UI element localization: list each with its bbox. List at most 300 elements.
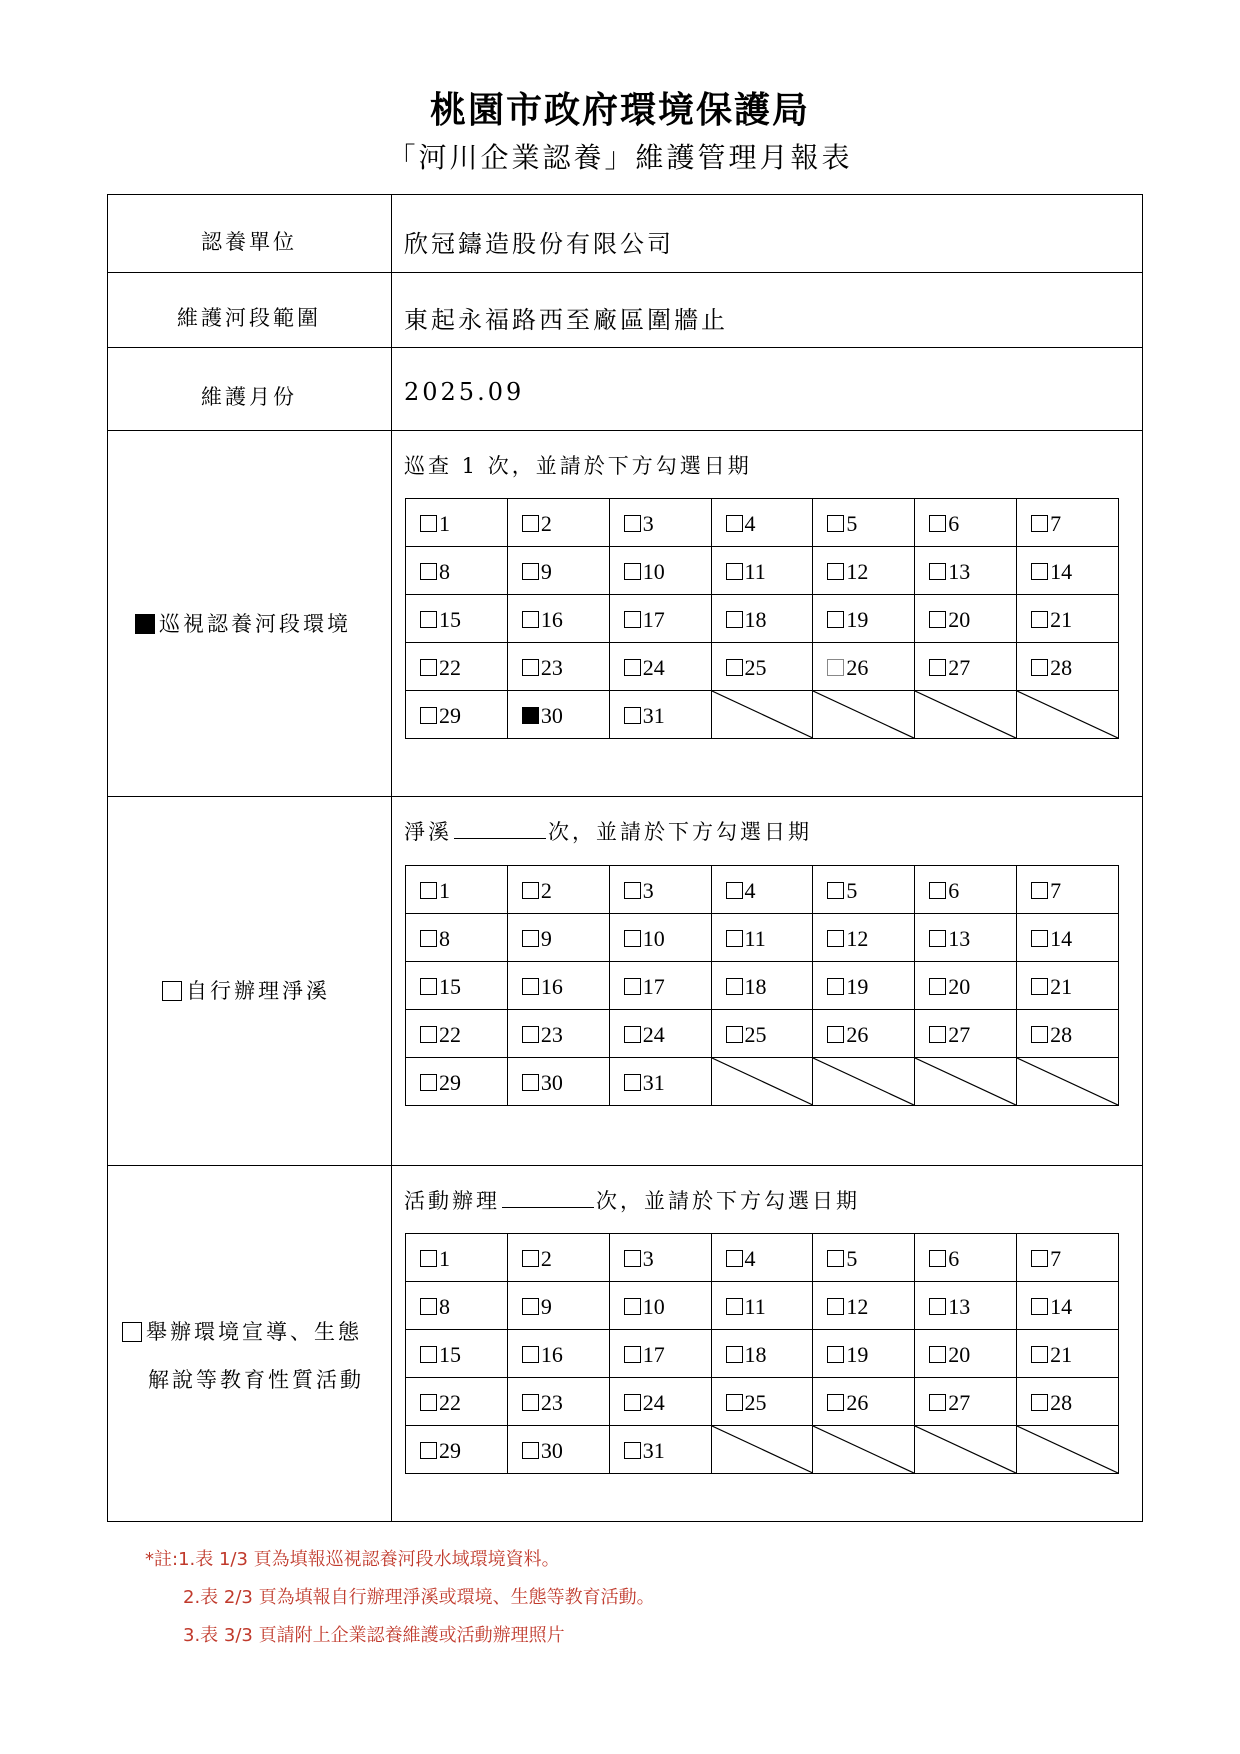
date-label: 28 xyxy=(1050,1390,1073,1415)
date-checkbox[interactable] xyxy=(420,978,437,995)
date-checkbox[interactable] xyxy=(420,1346,437,1363)
empty-date-cell xyxy=(813,691,915,739)
date-checkbox[interactable] xyxy=(420,1298,437,1315)
date-option[interactable] xyxy=(522,609,563,631)
date-checkbox[interactable] xyxy=(827,659,844,676)
date-cell xyxy=(609,1378,711,1426)
date-option[interactable] xyxy=(827,880,857,902)
date-checkbox[interactable] xyxy=(726,1346,743,1363)
date-checkbox[interactable] xyxy=(929,882,946,899)
date-checkbox[interactable] xyxy=(726,1026,743,1043)
date-label: 28 xyxy=(1050,1022,1073,1047)
cleanup-count-blank[interactable] xyxy=(454,818,546,839)
date-checkbox[interactable] xyxy=(420,611,437,628)
date-cell xyxy=(609,499,711,547)
date-option[interactable] xyxy=(726,976,767,998)
date-checkbox[interactable] xyxy=(827,611,844,628)
date-label: 11 xyxy=(744,926,766,951)
date-checkbox[interactable] xyxy=(420,1394,437,1411)
date-label: 11 xyxy=(744,559,766,584)
date-option[interactable] xyxy=(522,705,563,727)
date-option[interactable] xyxy=(827,657,868,679)
date-option[interactable] xyxy=(726,561,766,583)
date-option[interactable] xyxy=(929,976,970,998)
date-option[interactable] xyxy=(624,880,654,902)
date-option[interactable] xyxy=(827,1296,868,1318)
date-label: 20 xyxy=(948,974,971,999)
date-cell xyxy=(406,1330,508,1378)
date-checkbox[interactable] xyxy=(522,1346,539,1363)
date-option[interactable] xyxy=(929,657,970,679)
date-checkbox[interactable] xyxy=(726,1298,743,1315)
date-label: 19 xyxy=(846,974,869,999)
date-label: 24 xyxy=(642,1022,665,1047)
date-checkbox[interactable] xyxy=(929,659,946,676)
date-checkbox[interactable] xyxy=(624,882,641,899)
date-option[interactable] xyxy=(1031,928,1072,950)
date-checkbox[interactable] xyxy=(420,1250,437,1267)
date-option[interactable] xyxy=(522,657,563,679)
date-option[interactable] xyxy=(420,1344,461,1366)
date-option[interactable] xyxy=(522,1392,563,1414)
date-option[interactable] xyxy=(624,609,665,631)
date-checkbox[interactable] xyxy=(929,1026,946,1043)
unit-value: 欣冠鑄造股份有限公司 xyxy=(404,230,674,258)
date-label: 15 xyxy=(439,607,461,632)
date-option[interactable] xyxy=(726,513,756,535)
date-checkbox[interactable] xyxy=(827,1298,844,1315)
date-option[interactable] xyxy=(420,657,461,679)
activity-date-grid xyxy=(405,1233,1119,1474)
date-label: 16 xyxy=(540,974,563,999)
date-checkbox[interactable] xyxy=(827,978,844,995)
date-label: 11 xyxy=(744,1294,766,1319)
date-cell xyxy=(711,499,813,547)
date-checkbox[interactable] xyxy=(1031,978,1048,995)
date-option[interactable] xyxy=(726,928,766,950)
date-option[interactable] xyxy=(624,561,665,583)
cleanup-section-checkbox[interactable] xyxy=(162,981,182,1001)
date-checkbox[interactable] xyxy=(1031,1394,1048,1411)
date-checkbox[interactable] xyxy=(624,1074,641,1091)
date-checkbox[interactable] xyxy=(827,1346,844,1363)
date-option[interactable] xyxy=(522,880,552,902)
date-cell xyxy=(406,962,508,1010)
date-checkbox[interactable] xyxy=(420,707,437,724)
date-checkbox[interactable] xyxy=(1031,659,1048,676)
date-cell xyxy=(406,866,508,914)
date-checkbox[interactable] xyxy=(624,1346,641,1363)
date-label: 1 xyxy=(439,511,450,536)
date-label: 17 xyxy=(642,607,665,632)
date-option[interactable] xyxy=(1031,1344,1072,1366)
row-divider xyxy=(107,430,1143,431)
date-cell xyxy=(813,914,915,962)
date-cell xyxy=(609,1234,711,1282)
date-cell xyxy=(609,1282,711,1330)
column-divider xyxy=(391,194,392,1522)
date-option[interactable] xyxy=(522,928,552,950)
date-label: 25 xyxy=(744,1022,767,1047)
date-checkbox[interactable] xyxy=(420,1026,437,1043)
date-checkbox[interactable] xyxy=(522,882,539,899)
date-option[interactable] xyxy=(420,976,461,998)
date-checkbox[interactable] xyxy=(522,611,539,628)
row-divider xyxy=(107,347,1143,348)
date-option[interactable] xyxy=(929,1344,970,1366)
date-option[interactable] xyxy=(420,928,450,950)
date-label: 15 xyxy=(439,1342,461,1367)
date-cell xyxy=(507,962,609,1010)
date-option[interactable] xyxy=(624,657,665,679)
date-cell xyxy=(406,1058,508,1106)
date-checkbox[interactable] xyxy=(522,930,539,947)
date-label: 17 xyxy=(642,1342,665,1367)
date-checkbox[interactable] xyxy=(522,1074,539,1091)
date-checkbox[interactable] xyxy=(624,1026,641,1043)
date-option[interactable] xyxy=(624,976,665,998)
date-option[interactable] xyxy=(420,1248,450,1270)
activity-prompt-pre: 活動辦理 xyxy=(404,1189,500,1213)
date-checkbox[interactable] xyxy=(827,1394,844,1411)
date-option[interactable] xyxy=(1031,1392,1072,1414)
date-option[interactable] xyxy=(929,513,959,535)
activity-section-label-line1: 舉辦環境宣導、生態 xyxy=(146,1320,362,1344)
date-option[interactable] xyxy=(522,1072,563,1094)
date-cell xyxy=(507,1234,609,1282)
date-option[interactable] xyxy=(827,513,857,535)
date-option[interactable] xyxy=(929,1296,970,1318)
date-cell xyxy=(609,914,711,962)
date-grid-row xyxy=(406,499,1119,547)
date-cell xyxy=(507,866,609,914)
date-cell xyxy=(1017,1234,1119,1282)
cleanup-section-label-text: 自行辦理淨溪 xyxy=(186,979,330,1003)
date-option[interactable] xyxy=(624,1392,665,1414)
date-checkbox[interactable] xyxy=(624,1394,641,1411)
date-checkbox[interactable] xyxy=(726,611,743,628)
date-label: 19 xyxy=(846,1342,869,1367)
date-checkbox[interactable] xyxy=(522,707,539,724)
date-option[interactable] xyxy=(929,880,959,902)
date-label: 26 xyxy=(846,1022,869,1047)
date-option[interactable] xyxy=(624,1248,654,1270)
date-checkbox[interactable] xyxy=(827,930,844,947)
date-checkbox[interactable] xyxy=(624,1298,641,1315)
date-option[interactable] xyxy=(726,1392,767,1414)
date-cell xyxy=(813,1282,915,1330)
date-checkbox[interactable] xyxy=(726,659,743,676)
date-cell xyxy=(507,643,609,691)
date-option[interactable] xyxy=(827,1024,868,1046)
date-checkbox[interactable] xyxy=(1031,611,1048,628)
date-cell xyxy=(1017,914,1119,962)
date-checkbox[interactable] xyxy=(522,978,539,995)
date-cell xyxy=(609,1330,711,1378)
date-option[interactable] xyxy=(420,1024,461,1046)
date-label: 6 xyxy=(948,1246,960,1271)
date-cell xyxy=(813,1234,915,1282)
date-option[interactable] xyxy=(420,513,450,535)
activity-count-blank[interactable] xyxy=(502,1187,594,1208)
date-checkbox[interactable] xyxy=(726,1250,743,1267)
date-option[interactable] xyxy=(624,1440,665,1462)
patrol-section-checkbox[interactable] xyxy=(135,614,155,634)
date-option[interactable] xyxy=(420,561,450,583)
date-checkbox[interactable] xyxy=(624,707,641,724)
date-option[interactable] xyxy=(827,976,868,998)
date-cell xyxy=(711,1234,813,1282)
date-checkbox[interactable] xyxy=(624,659,641,676)
date-checkbox[interactable] xyxy=(827,515,844,532)
date-option[interactable] xyxy=(522,513,552,535)
date-cell xyxy=(813,547,915,595)
date-checkbox[interactable] xyxy=(726,1394,743,1411)
activity-prompt-post: 次，並請於下方勾選日期 xyxy=(596,1189,860,1213)
date-checkbox[interactable] xyxy=(1031,515,1048,532)
date-cell xyxy=(915,595,1017,643)
date-checkbox[interactable] xyxy=(522,563,539,580)
date-checkbox[interactable] xyxy=(726,563,743,580)
date-grid-row xyxy=(406,1330,1119,1378)
date-option[interactable] xyxy=(522,1296,552,1318)
date-option[interactable] xyxy=(827,1248,857,1270)
date-cell xyxy=(1017,547,1119,595)
date-cell xyxy=(406,1234,508,1282)
date-option[interactable] xyxy=(726,1024,767,1046)
date-option[interactable] xyxy=(726,880,756,902)
date-checkbox[interactable] xyxy=(624,563,641,580)
date-option[interactable] xyxy=(522,1248,552,1270)
date-checkbox[interactable] xyxy=(726,882,743,899)
date-checkbox[interactable] xyxy=(522,1250,539,1267)
date-checkbox[interactable] xyxy=(624,1442,641,1459)
date-checkbox[interactable] xyxy=(420,930,437,947)
activity-section-checkbox[interactable] xyxy=(122,1322,142,1342)
empty-date-cell xyxy=(915,1426,1017,1474)
date-cell xyxy=(507,595,609,643)
date-checkbox[interactable] xyxy=(929,611,946,628)
date-label: 23 xyxy=(540,1390,563,1415)
date-checkbox[interactable] xyxy=(726,515,743,532)
date-option[interactable] xyxy=(522,1024,563,1046)
date-checkbox[interactable] xyxy=(929,930,946,947)
date-option[interactable] xyxy=(624,1296,665,1318)
date-checkbox[interactable] xyxy=(522,1026,539,1043)
date-label: 22 xyxy=(439,655,461,680)
date-option[interactable] xyxy=(1031,561,1072,583)
date-option[interactable] xyxy=(420,1072,461,1094)
date-option[interactable] xyxy=(827,1392,868,1414)
date-option[interactable] xyxy=(1031,1024,1072,1046)
date-cell xyxy=(915,1378,1017,1426)
activity-section-label-2 xyxy=(148,1364,388,1394)
date-cell xyxy=(406,691,508,739)
date-option[interactable] xyxy=(624,1344,665,1366)
date-option[interactable] xyxy=(726,609,767,631)
date-option[interactable] xyxy=(726,1296,766,1318)
date-cell xyxy=(1017,643,1119,691)
date-option[interactable] xyxy=(726,1344,767,1366)
date-option[interactable] xyxy=(624,1024,665,1046)
date-checkbox[interactable] xyxy=(1031,563,1048,580)
date-cell xyxy=(609,1058,711,1106)
date-checkbox[interactable] xyxy=(929,515,946,532)
date-cell xyxy=(915,866,1017,914)
date-option[interactable] xyxy=(929,1392,970,1414)
date-cell xyxy=(1017,499,1119,547)
activity-section-label-line2: 解說等教育性質活動 xyxy=(148,1368,364,1392)
date-option[interactable] xyxy=(1031,657,1072,679)
date-option[interactable] xyxy=(1031,513,1061,535)
footnote-2: 2.表 2/3 頁為填報自行辦理淨溪或環境、生態等教育活動。 xyxy=(183,1587,655,1608)
date-checkbox[interactable] xyxy=(726,978,743,995)
date-checkbox[interactable] xyxy=(624,1250,641,1267)
date-checkbox[interactable] xyxy=(827,1250,844,1267)
date-option[interactable] xyxy=(929,928,970,950)
date-option[interactable] xyxy=(522,976,563,998)
date-label: 2 xyxy=(540,878,552,903)
cleanup-prompt-post: 次，並請於下方勾選日期 xyxy=(548,820,812,844)
date-checkbox[interactable] xyxy=(420,659,437,676)
date-option[interactable] xyxy=(929,609,970,631)
date-cell xyxy=(813,643,915,691)
date-checkbox[interactable] xyxy=(1031,1346,1048,1363)
date-option[interactable] xyxy=(420,609,461,631)
date-label: 4 xyxy=(744,511,756,536)
date-checkbox[interactable] xyxy=(522,1298,539,1315)
date-option[interactable] xyxy=(420,880,450,902)
date-option[interactable] xyxy=(624,1072,665,1094)
date-cell xyxy=(915,499,1017,547)
date-label: 18 xyxy=(744,1342,767,1367)
date-option[interactable] xyxy=(1031,880,1061,902)
date-checkbox[interactable] xyxy=(624,930,641,947)
date-checkbox[interactable] xyxy=(827,882,844,899)
date-option[interactable] xyxy=(726,1248,756,1270)
date-cell xyxy=(711,1282,813,1330)
date-label: 6 xyxy=(948,878,960,903)
date-option[interactable] xyxy=(929,1248,959,1270)
patrol-section-label xyxy=(135,608,385,638)
date-checkbox[interactable] xyxy=(624,611,641,628)
diagonal-strike xyxy=(915,691,1016,738)
date-checkbox[interactable] xyxy=(522,1442,539,1459)
date-cell xyxy=(711,914,813,962)
date-cell xyxy=(507,1426,609,1474)
date-option[interactable] xyxy=(1031,1248,1061,1270)
empty-date-cell xyxy=(915,691,1017,739)
date-option[interactable] xyxy=(929,1024,970,1046)
date-label: 12 xyxy=(846,1294,869,1319)
date-checkbox[interactable] xyxy=(420,515,437,532)
date-checkbox[interactable] xyxy=(1031,1026,1048,1043)
empty-date-cell xyxy=(1017,1058,1119,1106)
date-checkbox[interactable] xyxy=(420,1074,437,1091)
date-cell xyxy=(813,499,915,547)
date-checkbox[interactable] xyxy=(827,563,844,580)
date-grid-row xyxy=(406,1058,1119,1106)
date-cell xyxy=(711,962,813,1010)
date-option[interactable] xyxy=(827,609,868,631)
date-checkbox[interactable] xyxy=(1031,930,1048,947)
date-option[interactable] xyxy=(522,1440,563,1462)
date-option[interactable] xyxy=(420,705,461,727)
date-option[interactable] xyxy=(624,928,665,950)
date-checkbox[interactable] xyxy=(420,882,437,899)
date-option[interactable] xyxy=(827,928,868,950)
date-option[interactable] xyxy=(827,561,868,583)
date-checkbox[interactable] xyxy=(624,978,641,995)
date-option[interactable] xyxy=(1031,1296,1072,1318)
date-cell xyxy=(507,1282,609,1330)
date-label: 27 xyxy=(948,1390,971,1415)
date-option[interactable] xyxy=(522,1344,563,1366)
date-checkbox[interactable] xyxy=(420,563,437,580)
date-option[interactable] xyxy=(420,1296,450,1318)
page-subtitle: 「河川企業認養」維護管理月報表 xyxy=(387,141,853,174)
date-option[interactable] xyxy=(1031,609,1072,631)
date-checkbox[interactable] xyxy=(929,1346,946,1363)
date-checkbox[interactable] xyxy=(929,1298,946,1315)
date-checkbox[interactable] xyxy=(726,930,743,947)
date-checkbox[interactable] xyxy=(1031,1250,1048,1267)
date-checkbox[interactable] xyxy=(929,1394,946,1411)
date-option[interactable] xyxy=(1031,976,1072,998)
date-cell xyxy=(915,914,1017,962)
row-divider xyxy=(107,1165,1143,1166)
date-checkbox[interactable] xyxy=(420,1442,437,1459)
date-cell xyxy=(915,1010,1017,1058)
date-grid-row xyxy=(406,866,1119,914)
date-checkbox[interactable] xyxy=(827,1026,844,1043)
date-label: 13 xyxy=(948,559,971,584)
date-grid-row xyxy=(406,691,1119,739)
date-cell xyxy=(915,1330,1017,1378)
diagonal-strike xyxy=(712,1426,813,1473)
date-label: 8 xyxy=(439,559,450,584)
month-value: 2025.09 xyxy=(404,378,525,406)
date-option[interactable] xyxy=(624,705,665,727)
date-option[interactable] xyxy=(420,1392,461,1414)
footnote-3: 3.表 3/3 頁請附上企業認養維護或活動辦理照片 xyxy=(183,1625,565,1646)
date-option[interactable] xyxy=(726,657,767,679)
patrol-section-label-text: 巡視認養河段環境 xyxy=(159,612,351,636)
date-option[interactable] xyxy=(624,513,654,535)
date-checkbox[interactable] xyxy=(929,1250,946,1267)
patrol-prompt xyxy=(404,450,752,480)
date-label: 9 xyxy=(540,559,552,584)
date-checkbox[interactable] xyxy=(624,515,641,532)
date-cell xyxy=(406,499,508,547)
date-checkbox[interactable] xyxy=(929,978,946,995)
date-checkbox[interactable] xyxy=(522,515,539,532)
date-cell xyxy=(406,595,508,643)
date-checkbox[interactable] xyxy=(929,563,946,580)
date-checkbox[interactable] xyxy=(1031,1298,1048,1315)
empty-date-cell xyxy=(711,1426,813,1474)
date-option[interactable] xyxy=(929,561,970,583)
date-option[interactable] xyxy=(522,561,552,583)
date-option[interactable] xyxy=(827,1344,868,1366)
date-checkbox[interactable] xyxy=(522,1394,539,1411)
date-cell xyxy=(609,691,711,739)
date-checkbox[interactable] xyxy=(1031,882,1048,899)
empty-date-cell xyxy=(915,1058,1017,1106)
date-label: 30 xyxy=(540,1438,563,1463)
date-option[interactable] xyxy=(420,1440,461,1462)
date-checkbox[interactable] xyxy=(522,659,539,676)
